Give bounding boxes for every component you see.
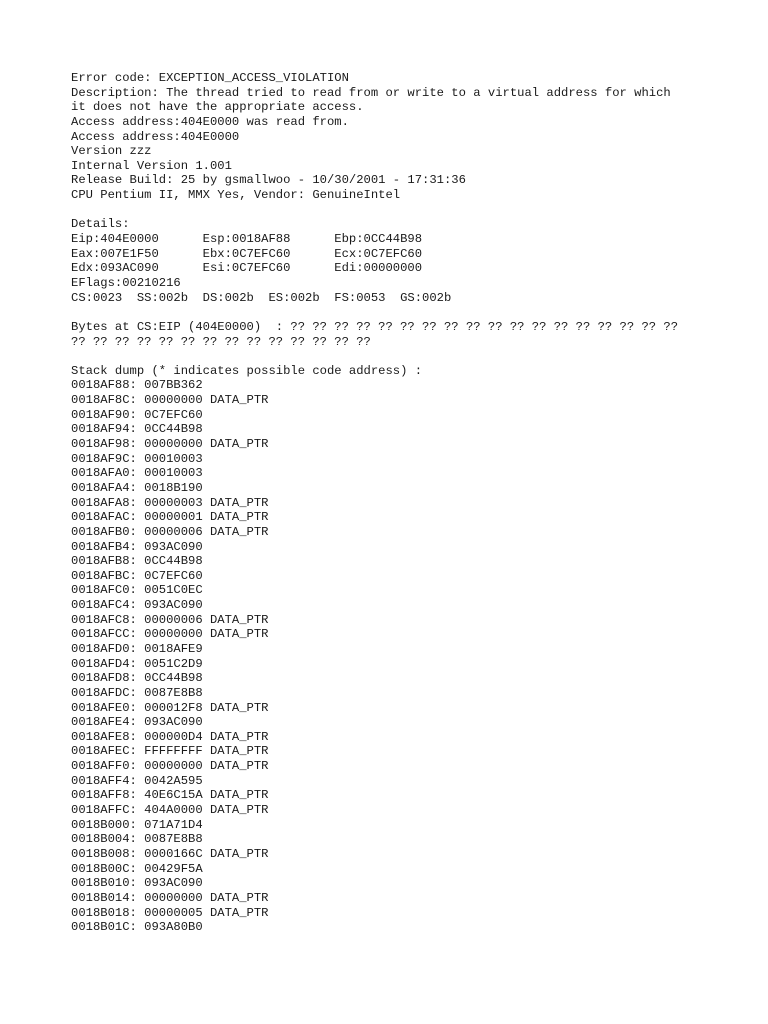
internal-version-line: Internal Version 1.001 — [71, 158, 232, 173]
eflags-line: EFlags:00210216 — [71, 275, 181, 290]
stack-dump-entry: 0018AFF0: 00000000 DATA_PTR — [71, 759, 269, 774]
stack-dump-entry: 0018AFA0: 00010003 — [71, 466, 203, 481]
stack-dump-entry: 0018AFD8: 0CC44B98 — [71, 671, 203, 686]
stack-dump-entry: 0018AFC4: 093AC090 — [71, 598, 203, 613]
stack-dump-entry: 0018AF94: 0CC44B98 — [71, 422, 203, 437]
stack-dump-section — [71, 364, 731, 935]
cpu-line: CPU Pentium II, MMX Yes, Vendor: GenuineIntel — [71, 188, 401, 203]
stack-dump-entry: 0018B008: 0000166C DATA_PTR — [71, 846, 269, 861]
stack-dump-entry: 0018B004: 0087E8B8 — [71, 832, 203, 847]
stack-dump-entry: 0018AFC8: 00000006 DATA_PTR — [71, 612, 269, 627]
bytes-line-1: Bytes at CS:EIP (404E0000) : ?? ?? ?? ?? ?? ?? ?? ?? ?? ?? ?? ?? ?? ?? ?? ?? ?? ?? — [71, 319, 679, 334]
details-title: Details: — [71, 217, 130, 232]
error-code: Error code: EXCEPTION_ACCESS_VIOLATION — [71, 71, 349, 85]
stack-dump-entry: 0018AFFC: 404A0000 DATA_PTR — [71, 803, 269, 818]
stack-dump-entry: 0018AFC0: 0051C0EC — [71, 583, 203, 598]
description-line-1: Description: The thread tried to read from or write to a virtual address for which — [71, 85, 671, 100]
register-line: Edx:093AC090 Esi:0C7EFC60 Edi:00000000 — [71, 261, 423, 276]
stack-dump-entry: 0018AFE4: 093AC090 — [71, 715, 203, 730]
spacer — [71, 305, 731, 320]
stack-dump-entry: 0018AF8C: 00000000 DATA_PTR — [71, 393, 269, 408]
stack-dump-entry: 0018AFBC: 0C7EFC60 — [71, 568, 203, 583]
stack-dump-entry: 0018AFB4: 093AC090 — [71, 539, 203, 554]
stack-dump-entry: 0018AFB0: 00000006 DATA_PTR — [71, 524, 269, 539]
stack-dump-entry: 0018B01C: 093A80B0 — [71, 920, 203, 935]
stack-dump-entry: 0018AFCC: 00000000 DATA_PTR — [71, 627, 269, 642]
stack-dump-entry: 0018B018: 00000005 DATA_PTR — [71, 905, 269, 920]
stack-dump-entry: 0018B014: 00000000 DATA_PTR — [71, 890, 269, 905]
stack-dump-entry: 0018AFF8: 40E6C15A DATA_PTR — [71, 788, 269, 803]
stack-dump-entry: 0018AFEC: FFFFFFFF DATA_PTR — [71, 744, 269, 759]
stack-dump-entry: 0018AFD4: 0051C2D9 — [71, 656, 203, 671]
stack-dump-entry: 0018AFB8: 0CC44B98 — [71, 554, 203, 569]
stack-dump-entry: 0018AF98: 00000000 DATA_PTR — [71, 437, 269, 452]
stack-dump-entry: 0018B010: 093AC090 — [71, 876, 203, 891]
access-read-line: Access address:404E0000 was read from. — [71, 114, 349, 129]
stack-dump-entry: 0018AFDC: 0087E8B8 — [71, 685, 203, 700]
description-line-2: it does not have the appropriate access. — [71, 100, 364, 115]
stack-dump-entry: 0018B000: 071A71D4 — [71, 817, 203, 832]
release-build-line: Release Build: 25 by gsmallwoo - 10/30/2001 - 17:31:36 — [71, 173, 466, 188]
version-line: Version zzz — [71, 144, 152, 159]
access-address-line: Access address:404E0000 — [71, 129, 240, 144]
details-section — [71, 217, 731, 305]
register-line: Eax:007E1F50 Ebx:0C7EFC60 Ecx:0C7EFC60 — [71, 246, 423, 261]
stack-dump-entry: 0018AF90: 0C7EFC60 — [71, 407, 203, 422]
stack-dump-entry: 0018AFD0: 0018AFE9 — [71, 641, 203, 656]
register-line: Eip:404E0000 Esp:0018AF88 Ebp:0CC44B98 — [71, 232, 423, 247]
stack-dump-entry: 0018AFA8: 00000003 DATA_PTR — [71, 495, 269, 510]
spacer — [71, 349, 731, 364]
stack-dump-entry: 0018AFF4: 0042A595 — [71, 773, 203, 788]
stack-dump-entry: 0018AFE8: 000000D4 DATA_PTR — [71, 729, 269, 744]
bytes-line-2: ?? ?? ?? ?? ?? ?? ?? ?? ?? ?? ?? ?? ?? ?? — [71, 334, 371, 349]
crash-report-page — [71, 71, 731, 935]
bytes-section — [71, 320, 731, 349]
stack-dump-entry: 0018AFAC: 00000001 DATA_PTR — [71, 510, 269, 525]
spacer — [71, 203, 731, 218]
stack-dump-title: Stack dump (* indicates possible code address) : — [71, 363, 423, 378]
stack-dump-entry: 0018AF88: 007BB362 — [71, 378, 203, 393]
stack-dump-list — [71, 378, 731, 934]
segment-registers-line: CS:0023 SS:002b DS:002b ES:002b FS:0053 GS:002b — [71, 290, 452, 305]
stack-dump-entry: 0018B00C: 00429F5A — [71, 861, 203, 876]
error-header — [71, 71, 731, 203]
stack-dump-entry: 0018AF9C: 00010003 — [71, 451, 203, 466]
stack-dump-entry: 0018AFA4: 0018B190 — [71, 480, 203, 495]
stack-dump-entry: 0018AFE0: 000012F8 DATA_PTR — [71, 700, 269, 715]
